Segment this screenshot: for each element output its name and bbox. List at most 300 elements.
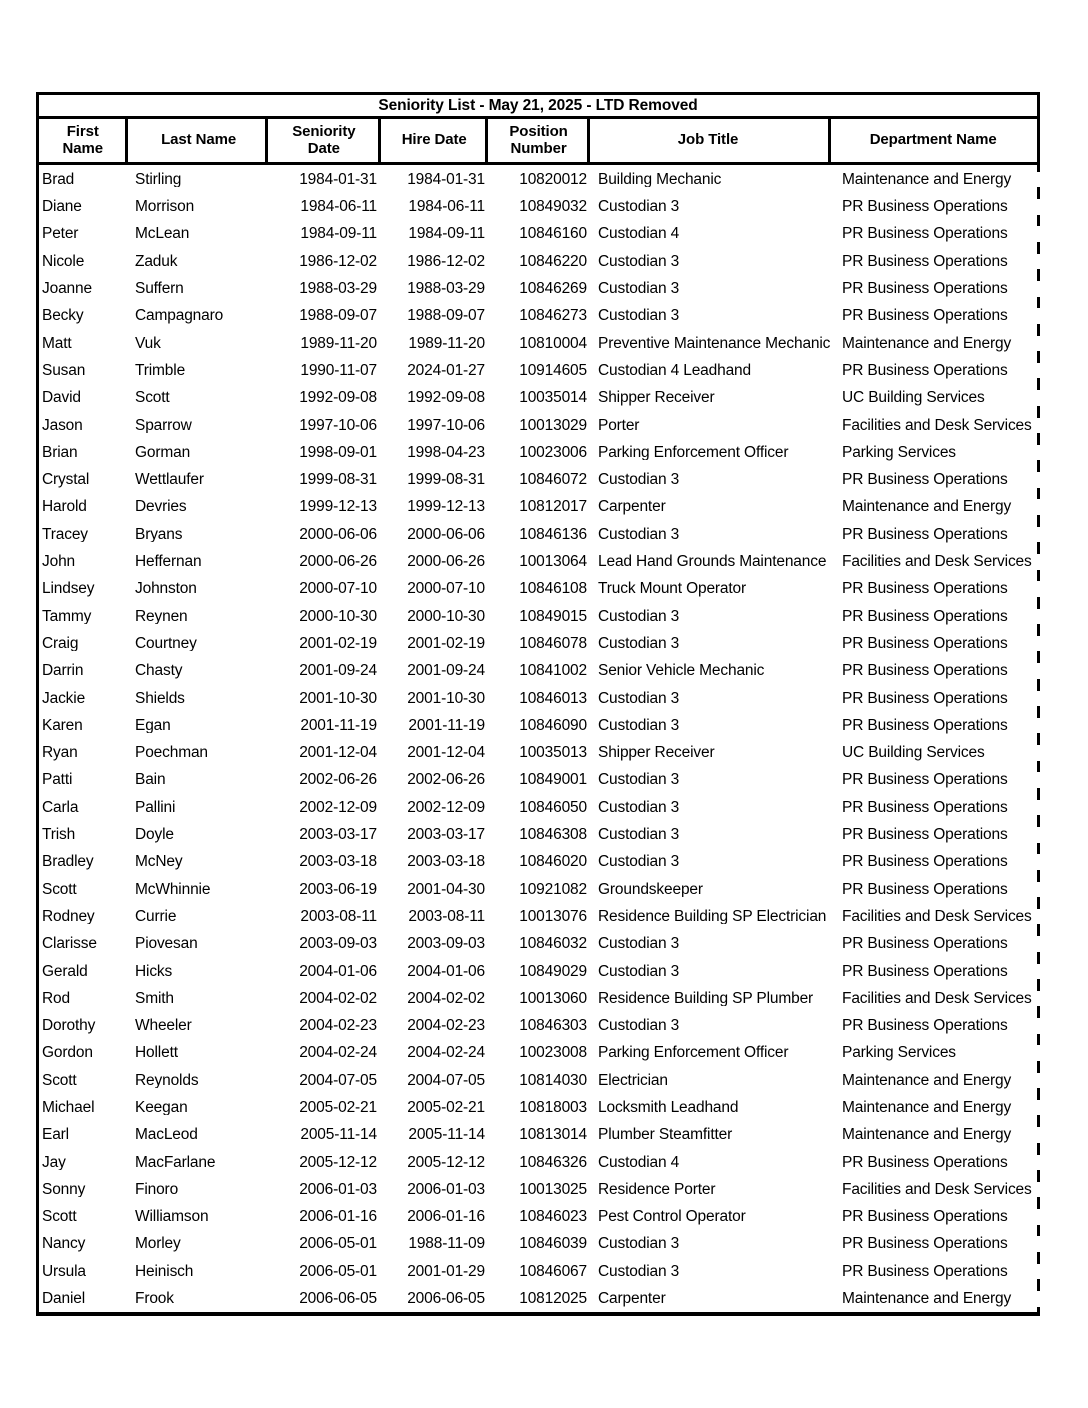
- cell-last-name: McNey: [129, 854, 269, 870]
- cell-department-name: PR Business Operations: [836, 1018, 1040, 1034]
- cell-first-name: John: [39, 554, 129, 570]
- cell-hire-date: 1984-06-11: [383, 199, 491, 215]
- column-header-first-name: [39, 119, 128, 162]
- cell-department-name: PR Business Operations: [836, 936, 1040, 952]
- cell-job-title: Building Mechanic: [593, 172, 836, 188]
- cell-seniority-date: 2006-01-16: [269, 1209, 383, 1225]
- cell-job-title: Custodian 3: [593, 609, 836, 625]
- cell-last-name: Finoro: [129, 1182, 269, 1198]
- table-row: [39, 848, 1040, 875]
- cell-hire-date: 2005-12-12: [383, 1155, 491, 1171]
- cell-department-name: Parking Services: [836, 445, 1040, 461]
- column-header-department-name-line1: Department Name: [869, 131, 997, 149]
- cell-job-title: Custodian 3: [593, 936, 836, 952]
- cell-last-name: Reynolds: [129, 1073, 269, 1089]
- cell-department-name: PR Business Operations: [836, 718, 1040, 734]
- cell-hire-date: 1997-10-06: [383, 418, 491, 434]
- cell-last-name: Bryans: [129, 527, 269, 543]
- cell-last-name: Piovesan: [129, 936, 269, 952]
- cell-seniority-date: 1997-10-06: [269, 418, 383, 434]
- cell-last-name: Currie: [129, 909, 269, 925]
- cell-first-name: Bradley: [39, 854, 129, 870]
- cell-seniority-date: 1999-12-13: [269, 499, 383, 515]
- table-row: [39, 248, 1040, 275]
- cell-seniority-date: 2000-07-10: [269, 581, 383, 597]
- column-header-first-name-line1: First: [66, 123, 99, 141]
- cell-job-title: Custodian 3: [593, 254, 836, 270]
- cell-position-number: 10846326: [491, 1155, 593, 1171]
- cell-last-name: Wheeler: [129, 1018, 269, 1034]
- cell-job-title: Custodian 3: [593, 827, 836, 843]
- table-row: [39, 166, 1040, 193]
- cell-job-title: Locksmith Leadhand: [593, 1100, 836, 1116]
- cell-hire-date: 2002-06-26: [383, 772, 491, 788]
- cell-department-name: Facilities and Desk Services: [836, 909, 1040, 925]
- table-row: [39, 412, 1040, 439]
- table-row: [39, 739, 1040, 766]
- cell-last-name: Heinisch: [129, 1264, 269, 1280]
- cell-job-title: Carpenter: [593, 499, 836, 515]
- cell-department-name: PR Business Operations: [836, 636, 1040, 652]
- cell-department-name: Maintenance and Energy: [836, 1100, 1040, 1116]
- cell-department-name: Parking Services: [836, 1045, 1040, 1061]
- cell-last-name: MacLeod: [129, 1127, 269, 1143]
- table-row: [39, 221, 1040, 248]
- cell-last-name: Gorman: [129, 445, 269, 461]
- cell-first-name: Daniel: [39, 1291, 129, 1307]
- cell-seniority-date: 2003-03-18: [269, 854, 383, 870]
- cell-first-name: Diane: [39, 199, 129, 215]
- cell-hire-date: 1999-08-31: [383, 472, 491, 488]
- table-row: [39, 685, 1040, 712]
- cell-first-name: Rod: [39, 991, 129, 1007]
- cell-first-name: Gordon: [39, 1045, 129, 1061]
- cell-seniority-date: 2001-09-24: [269, 663, 383, 679]
- cell-hire-date: 1984-09-11: [383, 226, 491, 242]
- cell-last-name: McLean: [129, 226, 269, 242]
- cell-position-number: 10812025: [491, 1291, 593, 1307]
- cell-first-name: Lindsey: [39, 581, 129, 597]
- cell-hire-date: 2006-01-03: [383, 1182, 491, 1198]
- cell-position-number: 10846308: [491, 827, 593, 843]
- cell-job-title: Plumber Steamfitter: [593, 1127, 836, 1143]
- cell-hire-date: 2006-01-16: [383, 1209, 491, 1225]
- cell-first-name: Karen: [39, 718, 129, 734]
- cell-position-number: 10921082: [491, 882, 593, 898]
- cell-position-number: 10812017: [491, 499, 593, 515]
- cell-first-name: Scott: [39, 1209, 129, 1225]
- cell-first-name: Tammy: [39, 609, 129, 625]
- cell-hire-date: 2001-11-19: [383, 718, 491, 734]
- cell-position-number: 10846273: [491, 308, 593, 324]
- table-row: [39, 548, 1040, 575]
- table-row: [39, 494, 1040, 521]
- cell-position-number: 10846020: [491, 854, 593, 870]
- cell-first-name: Nicole: [39, 254, 129, 270]
- cell-hire-date: 2001-04-30: [383, 882, 491, 898]
- column-header-seniority-date-line2: Date: [307, 139, 340, 157]
- cell-last-name: Johnston: [129, 581, 269, 597]
- cell-job-title: Custodian 3: [593, 1018, 836, 1034]
- cell-first-name: Ryan: [39, 745, 129, 761]
- cell-job-title: Custodian 3: [593, 527, 836, 543]
- column-header-hire-date-line1: Hire Date: [401, 131, 467, 149]
- cell-seniority-date: 2000-10-30: [269, 609, 383, 625]
- cell-job-title: Custodian 3: [593, 308, 836, 324]
- cell-position-number: 10814030: [491, 1073, 593, 1089]
- cell-position-number: 10914605: [491, 363, 593, 379]
- cell-last-name: Zaduk: [129, 254, 269, 270]
- cell-first-name: Matt: [39, 336, 129, 352]
- table-row: [39, 985, 1040, 1012]
- cell-department-name: PR Business Operations: [836, 254, 1040, 270]
- cell-job-title: Lead Hand Grounds Maintenance: [593, 554, 836, 570]
- cell-department-name: PR Business Operations: [836, 772, 1040, 788]
- cell-position-number: 10035013: [491, 745, 593, 761]
- table-row: [39, 275, 1040, 302]
- cell-seniority-date: 2006-01-03: [269, 1182, 383, 1198]
- table-row: [39, 876, 1040, 903]
- cell-seniority-date: 2005-02-21: [269, 1100, 383, 1116]
- cell-hire-date: 1992-09-08: [383, 390, 491, 406]
- cell-seniority-date: 2006-05-01: [269, 1236, 383, 1252]
- column-header-last-name-line1: Last Name: [161, 131, 237, 149]
- cell-position-number: 10813014: [491, 1127, 593, 1143]
- table-row: [39, 1149, 1040, 1176]
- cell-job-title: Shipper Receiver: [593, 745, 836, 761]
- cell-hire-date: 2003-03-17: [383, 827, 491, 843]
- cell-department-name: PR Business Operations: [836, 827, 1040, 843]
- cell-seniority-date: 1988-09-07: [269, 308, 383, 324]
- cell-position-number: 10818003: [491, 1100, 593, 1116]
- cell-department-name: Maintenance and Energy: [836, 1127, 1040, 1143]
- column-header-seniority-date-line1: Seniority: [292, 123, 356, 141]
- cell-job-title: Parking Enforcement Officer: [593, 1045, 836, 1061]
- cell-last-name: Frook: [129, 1291, 269, 1307]
- cell-last-name: Williamson: [129, 1209, 269, 1225]
- cell-last-name: Stirling: [129, 172, 269, 188]
- cell-position-number: 10846067: [491, 1264, 593, 1280]
- cell-department-name: PR Business Operations: [836, 691, 1040, 707]
- table-body: [36, 165, 1040, 1316]
- cell-department-name: PR Business Operations: [836, 281, 1040, 297]
- column-header-department-name: [831, 119, 1037, 162]
- cell-hire-date: 2004-02-24: [383, 1045, 491, 1061]
- cell-job-title: Electrician: [593, 1073, 836, 1089]
- cell-position-number: 10023006: [491, 445, 593, 461]
- table-row: [39, 821, 1040, 848]
- cell-hire-date: 2005-02-21: [383, 1100, 491, 1116]
- cell-hire-date: 2004-02-02: [383, 991, 491, 1007]
- column-header-last-name: [128, 119, 267, 162]
- cell-hire-date: 2006-06-05: [383, 1291, 491, 1307]
- cell-first-name: Darrin: [39, 663, 129, 679]
- cell-hire-date: 2001-10-30: [383, 691, 491, 707]
- cell-first-name: Patti: [39, 772, 129, 788]
- table-row: [39, 1203, 1040, 1230]
- cell-job-title: Pest Control Operator: [593, 1209, 836, 1225]
- cell-first-name: Rodney: [39, 909, 129, 925]
- cell-position-number: 10846220: [491, 254, 593, 270]
- cell-hire-date: 2003-03-18: [383, 854, 491, 870]
- cell-position-number: 10846023: [491, 1209, 593, 1225]
- cell-hire-date: 1998-04-23: [383, 445, 491, 461]
- cell-position-number: 10023008: [491, 1045, 593, 1061]
- cell-position-number: 10035014: [491, 390, 593, 406]
- table-row: [39, 1067, 1040, 1094]
- cell-position-number: 10846072: [491, 472, 593, 488]
- cell-job-title: Residence Building SP Plumber: [593, 991, 836, 1007]
- cell-first-name: Tracey: [39, 527, 129, 543]
- cell-hire-date: 2002-12-09: [383, 800, 491, 816]
- cell-first-name: Peter: [39, 226, 129, 242]
- cell-last-name: Wettlaufer: [129, 472, 269, 488]
- cell-job-title: Custodian 3: [593, 800, 836, 816]
- cell-job-title: Custodian 3: [593, 854, 836, 870]
- cell-seniority-date: 2006-05-01: [269, 1264, 383, 1280]
- cell-job-title: Custodian 3: [593, 472, 836, 488]
- cell-last-name: MacFarlane: [129, 1155, 269, 1171]
- cell-position-number: 10846032: [491, 936, 593, 952]
- table-row: [39, 439, 1040, 466]
- cell-department-name: Facilities and Desk Services: [836, 991, 1040, 1007]
- cell-seniority-date: 2002-06-26: [269, 772, 383, 788]
- table-row: [39, 603, 1040, 630]
- cell-last-name: Smith: [129, 991, 269, 1007]
- cell-department-name: PR Business Operations: [836, 1209, 1040, 1225]
- cell-first-name: Craig: [39, 636, 129, 652]
- table-row: [39, 466, 1040, 493]
- cell-seniority-date: 2002-12-09: [269, 800, 383, 816]
- cell-seniority-date: 1999-08-31: [269, 472, 383, 488]
- cell-first-name: Clarisse: [39, 936, 129, 952]
- cell-seniority-date: 2003-08-11: [269, 909, 383, 925]
- cell-job-title: Custodian 3: [593, 772, 836, 788]
- cell-hire-date: 2004-01-06: [383, 964, 491, 980]
- cell-department-name: Maintenance and Energy: [836, 1073, 1040, 1089]
- cell-last-name: Egan: [129, 718, 269, 734]
- cell-position-number: 10849032: [491, 199, 593, 215]
- cell-position-number: 10846078: [491, 636, 593, 652]
- cell-first-name: Brad: [39, 172, 129, 188]
- cell-department-name: PR Business Operations: [836, 1236, 1040, 1252]
- cell-position-number: 10846108: [491, 581, 593, 597]
- cell-last-name: Scott: [129, 390, 269, 406]
- cell-first-name: Ursula: [39, 1264, 129, 1280]
- cell-job-title: Residence Porter: [593, 1182, 836, 1198]
- cell-department-name: Maintenance and Energy: [836, 172, 1040, 188]
- column-header-job-title: [590, 119, 832, 162]
- cell-department-name: Maintenance and Energy: [836, 1291, 1040, 1307]
- cell-last-name: Chasty: [129, 663, 269, 679]
- cell-department-name: PR Business Operations: [836, 854, 1040, 870]
- cell-first-name: Joanne: [39, 281, 129, 297]
- cell-seniority-date: 1992-09-08: [269, 390, 383, 406]
- column-header-job-title-line1: Job Title: [677, 131, 739, 149]
- table-row: [39, 1258, 1040, 1285]
- cell-first-name: Susan: [39, 363, 129, 379]
- cell-position-number: 10846303: [491, 1018, 593, 1034]
- cell-department-name: PR Business Operations: [836, 800, 1040, 816]
- table-header-row: [36, 119, 1040, 165]
- cell-last-name: Pallini: [129, 800, 269, 816]
- cell-seniority-date: 1984-09-11: [269, 226, 383, 242]
- cell-seniority-date: 1988-03-29: [269, 281, 383, 297]
- cell-last-name: Devries: [129, 499, 269, 515]
- cell-department-name: PR Business Operations: [836, 199, 1040, 215]
- cell-department-name: Facilities and Desk Services: [836, 1182, 1040, 1198]
- cell-last-name: Courtney: [129, 636, 269, 652]
- cell-seniority-date: 2004-07-05: [269, 1073, 383, 1089]
- cell-last-name: Doyle: [129, 827, 269, 843]
- cell-hire-date: 2000-10-30: [383, 609, 491, 625]
- cell-job-title: Custodian 4: [593, 1155, 836, 1171]
- cell-last-name: Heffernan: [129, 554, 269, 570]
- cell-department-name: PR Business Operations: [836, 663, 1040, 679]
- cell-job-title: Custodian 3: [593, 636, 836, 652]
- cell-hire-date: 2000-06-06: [383, 527, 491, 543]
- cell-first-name: Michael: [39, 1100, 129, 1116]
- cell-first-name: David: [39, 390, 129, 406]
- table-row: [39, 1121, 1040, 1148]
- cell-job-title: Carpenter: [593, 1291, 836, 1307]
- cell-first-name: Jackie: [39, 691, 129, 707]
- cell-job-title: Senior Vehicle Mechanic: [593, 663, 836, 679]
- cell-seniority-date: 1990-11-07: [269, 363, 383, 379]
- cell-first-name: Nancy: [39, 1236, 129, 1252]
- table-row: [39, 657, 1040, 684]
- table-row: [39, 1040, 1040, 1067]
- cell-seniority-date: 1984-01-31: [269, 172, 383, 188]
- cell-seniority-date: 2004-02-23: [269, 1018, 383, 1034]
- cell-position-number: 10846090: [491, 718, 593, 734]
- cell-last-name: Morrison: [129, 199, 269, 215]
- page-title: Seniority List - May 21, 2025 - LTD Removed: [378, 96, 698, 114]
- cell-department-name: PR Business Operations: [836, 308, 1040, 324]
- seniority-list-table: [36, 92, 1040, 1316]
- cell-hire-date: 2000-06-26: [383, 554, 491, 570]
- cell-department-name: Facilities and Desk Services: [836, 418, 1040, 434]
- cell-hire-date: 2004-07-05: [383, 1073, 491, 1089]
- column-header-position-number-line1: Position: [509, 123, 568, 141]
- cell-position-number: 10846269: [491, 281, 593, 297]
- cell-department-name: Maintenance and Energy: [836, 336, 1040, 352]
- table-row: [39, 521, 1040, 548]
- cell-first-name: Carla: [39, 800, 129, 816]
- cell-hire-date: 1989-11-20: [383, 336, 491, 352]
- cell-job-title: Custodian 3: [593, 691, 836, 707]
- cell-hire-date: 1999-12-13: [383, 499, 491, 515]
- cell-seniority-date: 2003-09-03: [269, 936, 383, 952]
- cell-job-title: Porter: [593, 418, 836, 434]
- column-header-position-number-line2: Number: [510, 139, 567, 157]
- cell-position-number: 10013029: [491, 418, 593, 434]
- cell-first-name: Sonny: [39, 1182, 129, 1198]
- cell-last-name: Poechman: [129, 745, 269, 761]
- cell-hire-date: 1986-12-02: [383, 254, 491, 270]
- table-row: [39, 1176, 1040, 1203]
- table-row: [39, 575, 1040, 602]
- table-row: [39, 330, 1040, 357]
- cell-last-name: Trimble: [129, 363, 269, 379]
- cell-first-name: Crystal: [39, 472, 129, 488]
- cell-last-name: Vuk: [129, 336, 269, 352]
- table-row: [39, 357, 1040, 384]
- cell-position-number: 10013060: [491, 991, 593, 1007]
- cell-first-name: Harold: [39, 499, 129, 515]
- cell-department-name: Maintenance and Energy: [836, 499, 1040, 515]
- column-header-seniority-date: [268, 119, 381, 162]
- cell-hire-date: 2003-08-11: [383, 909, 491, 925]
- cell-department-name: UC Building Services: [836, 390, 1040, 406]
- cell-hire-date: 2000-07-10: [383, 581, 491, 597]
- cell-first-name: Earl: [39, 1127, 129, 1143]
- cell-seniority-date: 2004-01-06: [269, 964, 383, 980]
- cell-first-name: Jason: [39, 418, 129, 434]
- table-title-row: [36, 92, 1040, 119]
- cell-seniority-date: 2006-06-05: [269, 1291, 383, 1307]
- cell-hire-date: 2001-02-19: [383, 636, 491, 652]
- cell-first-name: Becky: [39, 308, 129, 324]
- cell-job-title: Custodian 3: [593, 199, 836, 215]
- cell-seniority-date: 1986-12-02: [269, 254, 383, 270]
- cell-position-number: 10849001: [491, 772, 593, 788]
- cell-position-number: 10013025: [491, 1182, 593, 1198]
- cell-seniority-date: 1984-06-11: [269, 199, 383, 215]
- cell-last-name: Keegan: [129, 1100, 269, 1116]
- cell-department-name: PR Business Operations: [836, 882, 1040, 898]
- cell-hire-date: 2001-09-24: [383, 663, 491, 679]
- cell-hire-date: 1988-03-29: [383, 281, 491, 297]
- cell-last-name: Hicks: [129, 964, 269, 980]
- cell-department-name: PR Business Operations: [836, 964, 1040, 980]
- cell-last-name: Morley: [129, 1236, 269, 1252]
- table-row: [39, 1012, 1040, 1039]
- table-row: [39, 903, 1040, 930]
- cell-department-name: Facilities and Desk Services: [836, 554, 1040, 570]
- cell-last-name: Hollett: [129, 1045, 269, 1061]
- cell-hire-date: 2001-01-29: [383, 1264, 491, 1280]
- cell-job-title: Truck Mount Operator: [593, 581, 836, 597]
- cell-hire-date: 2001-12-04: [383, 745, 491, 761]
- cell-job-title: Preventive Maintenance Mechanic: [593, 336, 836, 352]
- cell-hire-date: 1988-11-09: [383, 1236, 491, 1252]
- cell-position-number: 10849029: [491, 964, 593, 980]
- cell-seniority-date: 2003-03-17: [269, 827, 383, 843]
- cell-seniority-date: 2001-11-19: [269, 718, 383, 734]
- cell-last-name: Bain: [129, 772, 269, 788]
- cell-position-number: 10810004: [491, 336, 593, 352]
- cell-position-number: 10846039: [491, 1236, 593, 1252]
- cell-last-name: Campagnaro: [129, 308, 269, 324]
- table-row: [39, 193, 1040, 220]
- cell-first-name: Scott: [39, 1073, 129, 1089]
- cell-position-number: 10841002: [491, 663, 593, 679]
- cell-position-number: 10849015: [491, 609, 593, 625]
- cell-job-title: Residence Building SP Electrician: [593, 909, 836, 925]
- cell-seniority-date: 2003-06-19: [269, 882, 383, 898]
- cell-job-title: Custodian 3: [593, 1236, 836, 1252]
- cell-first-name: Dorothy: [39, 1018, 129, 1034]
- column-header-position-number: [488, 119, 589, 162]
- cell-position-number: 10846160: [491, 226, 593, 242]
- cell-job-title: Custodian 3: [593, 281, 836, 297]
- cell-first-name: Brian: [39, 445, 129, 461]
- cell-seniority-date: 2000-06-26: [269, 554, 383, 570]
- cell-hire-date: 2005-11-14: [383, 1127, 491, 1143]
- cell-department-name: PR Business Operations: [836, 226, 1040, 242]
- cell-first-name: Gerald: [39, 964, 129, 980]
